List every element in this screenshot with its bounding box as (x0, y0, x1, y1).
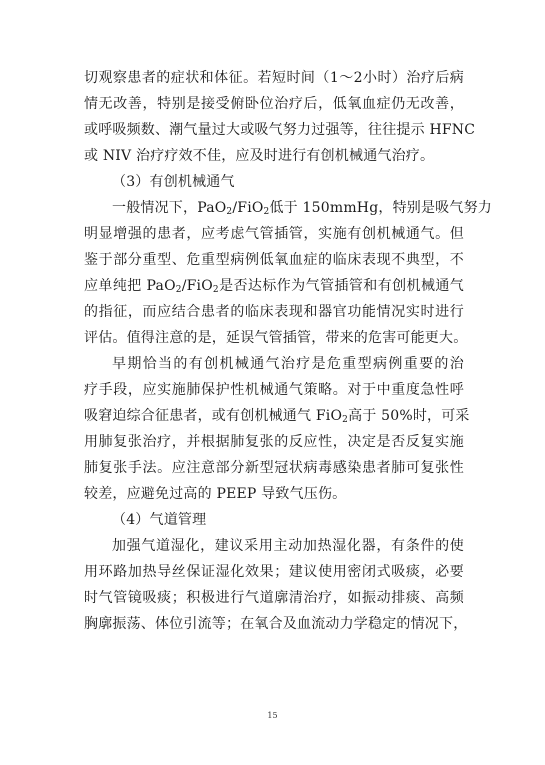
text-run: /FiO (181, 278, 213, 294)
text-line: 情无改善，特别是接受俯卧位治疗后，低氧血症仍无改善， (84, 96, 464, 112)
text-run: 一般情况下，PaO (112, 200, 227, 216)
paragraph-lung-protective (84, 351, 470, 507)
text-run: 应单纯把 PaO (84, 278, 176, 294)
text-line: 时气管镜吸痰；积极进行气道廓清治疗，如振动排痰、高频 (84, 590, 464, 606)
text-line: 早期恰当的有创机械通气治疗是危重型病例重要的治 (112, 356, 464, 372)
text-line: 或呼吸频数、潮气量过大或吸气努力过强等，往往提示 HFNC (84, 122, 476, 138)
paragraph-airway-management (84, 533, 468, 637)
text-line (84, 403, 470, 429)
text-line: 肺复张手法。应注意部分新型冠状病毒感染患者肺可复张性 (84, 460, 464, 476)
page-number: 15 (267, 711, 278, 720)
subscript: 2 (226, 207, 233, 217)
paragraph-invasive-ventilation (84, 195, 492, 351)
subscript: 2 (342, 415, 349, 425)
text-line: 较差，应避免过高的 PEEP 导致气压伤。 (84, 486, 347, 502)
text-line: 或 NIV 治疗疗效不佳，应及时进行有创机械通气治疗。 (84, 148, 435, 164)
text-line: 鉴于部分重型、危重型病例低氧血症的临床表现不典型，不 (84, 252, 464, 268)
text-run: /FiO (232, 200, 264, 216)
text-run: 高于 50%时，可采 (348, 408, 470, 424)
text-run: 低于 150mmHg，特别是吸气努力 (269, 200, 492, 216)
section-heading-4: （4）气道管理 (112, 512, 207, 528)
text-line (84, 195, 492, 221)
text-line: 的指征，而应结合患者的临床表现和器官功能情况实时进行 (84, 304, 464, 320)
text-line: 疗手段，应实施肺保护性机械通气策略。对于中重度急性呼 (84, 382, 464, 398)
text-line: 胸廓振荡、体位引流等；在氧合及血流动力学稳定的情况下， (84, 616, 468, 632)
subscript: 2 (263, 207, 270, 217)
text-line (84, 273, 464, 299)
text-line: 用环路加热导丝保证湿化效果；建议使用密闭式吸痰，必要 (84, 564, 464, 580)
subscript: 2 (212, 285, 219, 295)
text-line: 切观察患者的症状和体征。若短时间（1～2小时）治疗后病 (84, 70, 464, 86)
text-run: 吸窘迫综合征患者，或有创机械通气 FiO (84, 408, 343, 424)
text-line: 加强气道湿化，建议采用主动加热湿化器，有条件的使 (112, 538, 464, 554)
document-body (84, 65, 492, 637)
subscript: 2 (175, 285, 182, 295)
text-line: 用肺复张治疗，并根据肺复张的反应性，决定是否反复实施 (84, 434, 464, 450)
text-run: 是否达标作为气管插管和有创机械通气 (218, 278, 464, 294)
text-line: 明显增强的患者，应考虑气管插管，实施有创机械通气。但 (84, 226, 464, 242)
paragraph-continuation (84, 65, 476, 169)
section-heading-3: （3）有创机械通气 (112, 174, 235, 190)
text-line: 评估。值得注意的是，延误气管插管，带来的危害可能更大。 (84, 330, 468, 346)
